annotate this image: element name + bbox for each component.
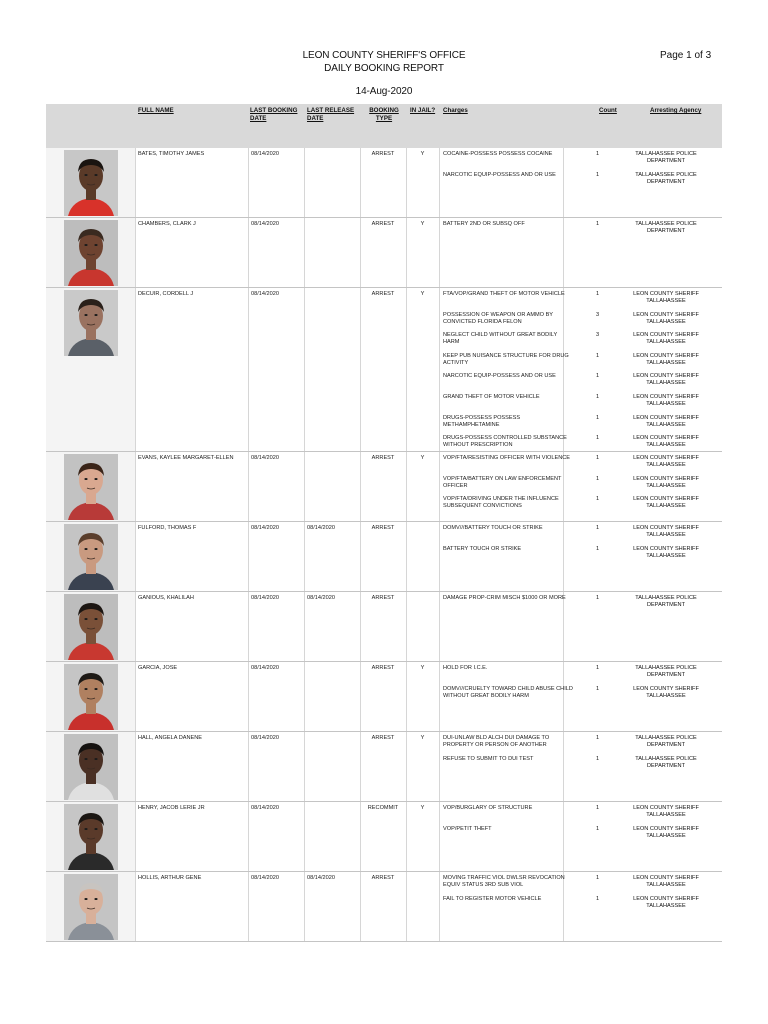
column-divider: [248, 218, 249, 287]
arresting-agency: TALLAHASSEE POLICE DEPARTMENT: [635, 665, 697, 678]
charge-description: REFUSE TO SUBMIT TO DUI TEST: [443, 755, 534, 762]
in-jail-flag: Y: [420, 455, 425, 461]
booking-date: 08/14/2020: [251, 805, 279, 811]
mugshot-photo: [64, 804, 118, 870]
column-divider: [406, 218, 407, 287]
charge-description: DUI-UNLAW BLD ALCH DUI DAMAGE TO PROPERTY OR PERSON OF ANOTHER: [443, 735, 550, 748]
charge-count: 1: [596, 735, 600, 741]
column-divider: [439, 218, 440, 287]
arresting-agency: TALLAHASSEE POLICE DEPARTMENT: [635, 735, 697, 748]
column-divider: [248, 732, 249, 801]
arresting-agency: LEON COUNTY SHERIFF TALLAHASSEE: [633, 545, 699, 559]
release-date: 08/14/2020: [307, 595, 335, 601]
column-divider: [360, 288, 361, 451]
booking-type: ARREST: [371, 525, 395, 531]
charge-description: MOVING TRAFFIC VIOL DWLSR REVOCATION EQUIV STATUS 3RD SUB VIOL: [443, 875, 565, 888]
mugshot-photo: [64, 664, 118, 730]
column-divider: [248, 452, 249, 521]
column-divider: [304, 592, 305, 661]
arresting-agency: LEON COUNTY SHERIFF TALLAHASSEE: [633, 455, 699, 468]
mugshot-photo: [64, 594, 118, 660]
booking-record-row: [46, 732, 722, 802]
booking-table: [46, 104, 722, 942]
inmate-name: HALL, ANGELA DANENE: [138, 735, 203, 741]
charge-count: 1: [596, 455, 600, 461]
charge-description: COCAINE-POSSESS POSSESS COCAINE: [443, 151, 553, 157]
report-title: DAILY BOOKING REPORT: [324, 63, 444, 74]
arresting-agency: LEON COUNTY SHERIFF TALLAHASSEE: [633, 394, 699, 407]
charge-count: 1: [596, 151, 600, 157]
charge-description: NEGLECT CHILD WITHOUT GREAT BODILY HARM: [443, 332, 558, 346]
col-full-name: FULL NAME: [138, 107, 174, 114]
charge-count: 1: [596, 895, 600, 902]
booking-type: ARREST: [371, 595, 395, 601]
column-divider: [304, 662, 305, 731]
column-divider: [563, 148, 564, 217]
charge-description: DOMV///CRUELTY TOWARD CHILD ABUSE CHILD WITHOUT GREAT BODILY HARM: [443, 685, 573, 699]
column-divider: [439, 148, 440, 217]
charge-description: DOMV///BATTERY TOUCH OR STRIKE: [443, 525, 543, 531]
charge-count: 1: [596, 221, 600, 227]
arresting-agency: LEON COUNTY SHERIFF TALLAHASSEE: [633, 685, 699, 699]
charge-count: 1: [596, 414, 600, 421]
column-divider: [304, 872, 305, 941]
charge-description: FTA/VOP/GRAND THEFT OF MOTOR VEHICLE: [443, 291, 565, 297]
table-header: [46, 104, 722, 148]
column-divider: [248, 592, 249, 661]
inmate-name: GANIOUS, KHALILAH: [138, 595, 194, 601]
column-divider: [563, 522, 564, 591]
column-divider: [248, 662, 249, 731]
column-divider: [406, 802, 407, 871]
inmate-name: HENRY, JACOB LERIE JR: [138, 805, 205, 811]
column-divider: [248, 872, 249, 941]
column-divider: [406, 522, 407, 591]
column-divider: [135, 662, 136, 731]
in-jail-flag: Y: [420, 735, 425, 741]
booking-record-row: [46, 662, 722, 732]
charge-description: DRUGS-POSSESS CONTROLLED SUBSTANCE WITHOUT PRESCRIPTION: [443, 435, 567, 449]
charge-description: POSSESSION OF WEAPON OR AMMO BY CONVICTED FLORIDA FELON: [443, 311, 553, 325]
arresting-agency: LEON COUNTY SHERIFF TALLAHASSEE: [633, 414, 699, 428]
charge-description: VOP/FTA/BATTERY ON LAW ENFORCEMENT OFFICER: [443, 475, 562, 489]
column-divider: [360, 872, 361, 941]
column-divider: [406, 288, 407, 451]
booking-date: 08/14/2020: [251, 595, 279, 601]
arresting-agency: LEON COUNTY SHERIFF TALLAHASSEE: [633, 435, 699, 449]
booking-date: 08/14/2020: [251, 525, 279, 531]
mugshot-photo: [64, 454, 118, 520]
charge-description: BATTERY 2ND OR SUBSQ OFF: [443, 221, 525, 227]
booking-record-row: [46, 872, 722, 942]
charge-count: 1: [596, 595, 600, 601]
charge-count: 1: [596, 755, 600, 762]
mugshot-photo: [64, 150, 118, 216]
charge-description: BATTERY TOUCH OR STRIKE: [443, 545, 522, 552]
column-divider: [248, 802, 249, 871]
charge-count: 3: [596, 332, 600, 339]
page-number: Page 1 of 3: [660, 50, 712, 61]
column-divider: [439, 872, 440, 941]
in-jail-flag: Y: [420, 291, 425, 297]
arresting-agency: TALLAHASSEE POLICE DEPARTMENT: [635, 595, 697, 608]
mugshot-photo: [64, 220, 118, 286]
booking-type: ARREST: [371, 151, 395, 157]
in-jail-flag: Y: [420, 221, 425, 227]
column-divider: [439, 288, 440, 451]
charge-count: 1: [596, 665, 600, 671]
arresting-agency: LEON COUNTY SHERIFF TALLAHASSEE: [633, 895, 699, 909]
booking-date: 08/14/2020: [251, 875, 279, 881]
charge-count: 1: [596, 496, 600, 503]
col-booking-date: LAST BOOKING DATE: [250, 107, 298, 122]
arresting-agency: LEON COUNTY SHERIFF TALLAHASSEE: [633, 496, 699, 510]
column-divider: [406, 732, 407, 801]
arresting-agency: LEON COUNTY SHERIFF TALLAHASSEE: [633, 875, 699, 888]
column-divider: [439, 452, 440, 521]
arresting-agency: LEON COUNTY SHERIFF TALLAHASSEE: [633, 805, 699, 818]
column-divider: [360, 592, 361, 661]
report-date: 14-Aug-2020: [355, 86, 413, 97]
charge-description: VOP/PETIT THEFT: [443, 825, 492, 832]
inmate-name: DECUIR, CORDELL J: [138, 291, 194, 297]
column-divider: [406, 662, 407, 731]
column-divider: [304, 288, 305, 451]
mugshot-photo: [64, 290, 118, 356]
charge-count: 1: [596, 545, 600, 552]
column-divider: [135, 452, 136, 521]
column-divider: [439, 732, 440, 801]
column-divider: [360, 522, 361, 591]
column-divider: [360, 218, 361, 287]
release-date: 08/14/2020: [307, 525, 335, 531]
column-divider: [406, 148, 407, 217]
column-divider: [563, 802, 564, 871]
charge-description: DRUGS-POSSESS POSSESS METHAMPHETAMINE: [443, 414, 521, 428]
charge-description: GRAND THEFT OF MOTOR VEHICLE: [443, 394, 540, 400]
col-arresting-agency: Arresting Agency: [650, 107, 702, 114]
charge-description: HOLD FOR I.C.E.: [443, 665, 488, 671]
booking-record-row: [46, 452, 722, 522]
charge-count: 1: [596, 394, 600, 400]
charge-description: KEEP PUB NUISANCE STRUCTURE FOR DRUG ACTIVITY: [443, 352, 569, 366]
inmate-name: FULFORD, THOMAS F: [138, 525, 197, 531]
column-divider: [406, 452, 407, 521]
booking-date: 08/14/2020: [251, 665, 279, 671]
column-divider: [360, 662, 361, 731]
column-divider: [135, 522, 136, 591]
booking-record-row: [46, 802, 722, 872]
booking-type: ARREST: [371, 735, 395, 741]
col-release-date: LAST RELEASE DATE: [307, 107, 355, 122]
column-divider: [135, 218, 136, 287]
col-booking-type: BOOKING TYPE: [369, 107, 399, 122]
booking-record-row: [46, 522, 722, 592]
charge-description: VOP/FTA/RESISTING OFFICER WITH VIOLENCE: [443, 455, 571, 461]
charge-count: 1: [596, 825, 600, 832]
in-jail-flag: Y: [420, 665, 425, 671]
mugshot-photo: [64, 734, 118, 800]
column-divider: [304, 522, 305, 591]
charge-count: 1: [596, 525, 600, 531]
inmate-name: GARCIA, JOSE: [138, 665, 178, 671]
column-divider: [439, 802, 440, 871]
column-divider: [360, 732, 361, 801]
charge-description: VOP/FTA/DRIVING UNDER THE INFLUENCE SUBSEQUENT CONVICTIONS: [443, 496, 559, 510]
column-divider: [248, 522, 249, 591]
column-divider: [135, 288, 136, 451]
arresting-agency: LEON COUNTY SHERIFF TALLAHASSEE: [633, 373, 699, 387]
booking-record-row: [46, 288, 722, 452]
column-divider: [135, 872, 136, 941]
inmate-name: EVANS, KAYLEE MARGARET-ELLEN: [138, 455, 234, 461]
col-count: Count: [599, 107, 617, 114]
booking-record-row: [46, 592, 722, 662]
inmate-name: CHAMBERS, CLARK J: [138, 221, 196, 227]
agency-title: LEON COUNTY SHERIFF'S OFFICE: [302, 50, 466, 61]
charge-description: VOP/BURGLARY OF STRUCTURE: [443, 805, 533, 811]
charge-description: NARCOTIC EQUIP-POSSESS AND OR USE: [443, 171, 556, 178]
charge-description: FAIL TO REGISTER MOTOR VEHICLE: [443, 895, 542, 902]
arresting-agency: LEON COUNTY SHERIFF TALLAHASSEE: [633, 332, 699, 346]
arresting-agency: TALLAHASSEE POLICE DEPARTMENT: [635, 171, 697, 185]
column-divider: [563, 218, 564, 287]
column-divider: [360, 802, 361, 871]
record-list: [46, 148, 722, 942]
column-divider: [248, 148, 249, 217]
arresting-agency: LEON COUNTY SHERIFF TALLAHASSEE: [633, 352, 699, 366]
release-date: 08/14/2020: [307, 875, 335, 881]
arresting-agency: LEON COUNTY SHERIFF TALLAHASSEE: [633, 311, 699, 325]
arresting-agency: LEON COUNTY SHERIFF TALLAHASSEE: [633, 475, 699, 489]
booking-date: 08/14/2020: [251, 735, 279, 741]
column-divider: [563, 592, 564, 661]
column-divider: [406, 872, 407, 941]
column-divider: [360, 452, 361, 521]
booking-type: ARREST: [371, 875, 395, 881]
column-divider: [304, 802, 305, 871]
charge-count: 1: [596, 291, 600, 297]
column-divider: [304, 452, 305, 521]
charge-count: 1: [596, 435, 600, 442]
mugshot-photo: [64, 524, 118, 590]
booking-type: ARREST: [371, 455, 395, 461]
column-divider: [304, 732, 305, 801]
in-jail-flag: Y: [420, 805, 425, 811]
column-divider: [135, 802, 136, 871]
arresting-agency: TALLAHASSEE POLICE DEPARTMENT: [635, 221, 697, 234]
column-divider: [135, 592, 136, 661]
booking-type: ARREST: [371, 665, 395, 671]
charge-count: 1: [596, 373, 600, 380]
booking-type: ARREST: [371, 221, 395, 227]
column-divider: [439, 592, 440, 661]
column-divider: [439, 662, 440, 731]
inmate-name: BATES, TIMOTHY JAMES: [138, 151, 205, 157]
booking-type: RECOMMIT: [367, 805, 399, 811]
column-divider: [248, 288, 249, 451]
booking-record-row: [46, 218, 722, 288]
column-divider: [439, 522, 440, 591]
mugshot-photo: [64, 874, 118, 940]
charge-count: 1: [596, 171, 600, 178]
charge-description: DAMAGE PROP-CRIM MISCH $1000 OR MORE: [443, 595, 566, 601]
charge-count: 1: [596, 685, 600, 692]
booking-record-row: [46, 148, 722, 218]
charge-count: 1: [596, 475, 600, 482]
col-in-jail: IN JAIL?: [410, 107, 436, 114]
arresting-agency: LEON COUNTY SHERIFF TALLAHASSEE: [633, 825, 699, 839]
column-divider: [135, 732, 136, 801]
arresting-agency: TALLAHASSEE POLICE DEPARTMENT: [635, 755, 697, 769]
column-divider: [360, 148, 361, 217]
booking-type: ARREST: [371, 291, 395, 297]
arresting-agency: TALLAHASSEE POLICE DEPARTMENT: [635, 151, 697, 164]
inmate-name: HOLLIS, ARTHUR GENE: [138, 875, 202, 881]
column-divider: [304, 148, 305, 217]
booking-date: 08/14/2020: [251, 291, 279, 297]
charge-count: 1: [596, 805, 600, 811]
col-charges: Charges: [443, 107, 468, 114]
charge-count: 3: [596, 311, 600, 318]
charge-count: 1: [596, 875, 600, 881]
booking-date: 08/14/2020: [251, 221, 279, 227]
column-divider: [304, 218, 305, 287]
booking-date: 08/14/2020: [251, 151, 279, 157]
charge-description: NARCOTIC EQUIP-POSSESS AND OR USE: [443, 373, 556, 380]
in-jail-flag: Y: [420, 151, 425, 157]
charge-count: 1: [596, 352, 600, 359]
column-divider: [406, 592, 407, 661]
arresting-agency: LEON COUNTY SHERIFF TALLAHASSEE: [633, 525, 699, 538]
column-divider: [135, 148, 136, 217]
arresting-agency: LEON COUNTY SHERIFF TALLAHASSEE: [633, 291, 699, 304]
booking-date: 08/14/2020: [251, 455, 279, 461]
